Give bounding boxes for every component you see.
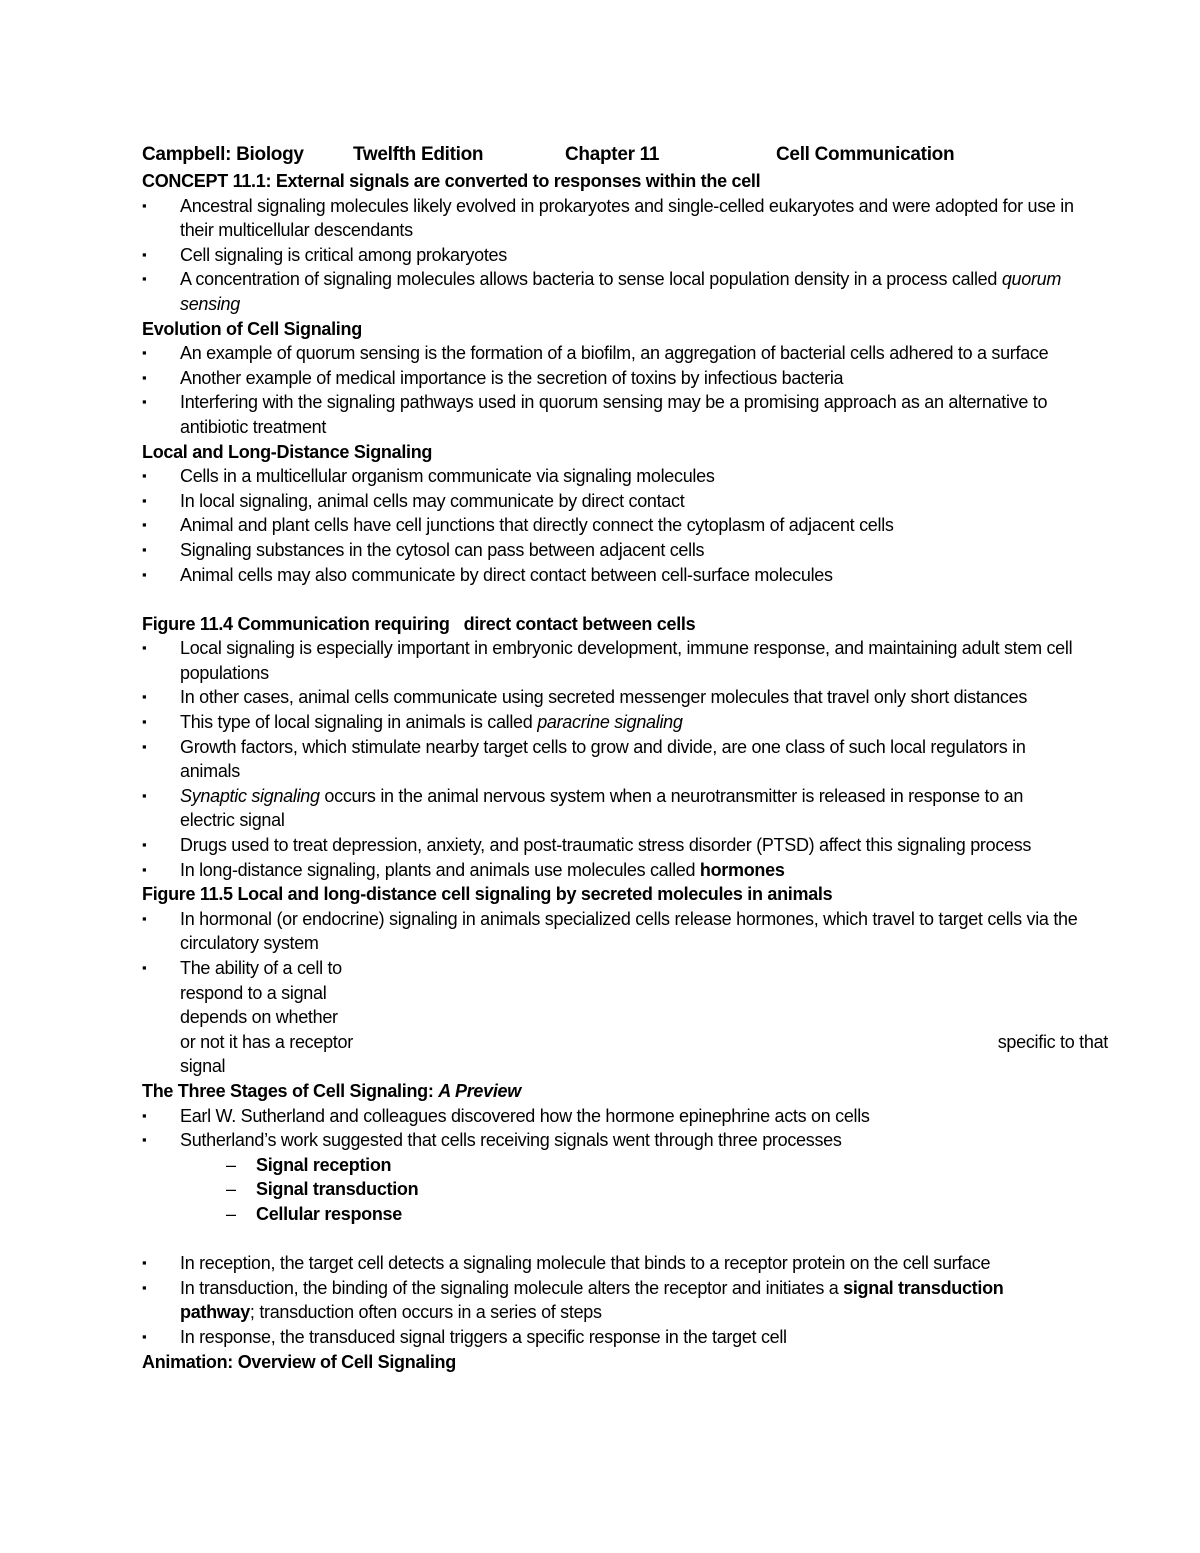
list-item: ▪ Sutherland’s work suggested that cells receiving signals went through three processes: [142, 1128, 1082, 1153]
list-item: ▪ Cells in a multicellular organism communicate via signaling molecules: [142, 464, 1082, 489]
section-heading-local: Local and Long-Distance Signaling: [142, 441, 433, 462]
section-heading-evolution: Evolution of Cell Signaling: [142, 318, 362, 339]
list-item: ▪ Animal and plant cells have cell junctions that directly connect the cytoplasm of adjacent cells: [142, 513, 1082, 538]
list-item: ▪ In reception, the target cell detects a signaling molecule that binds to a receptor protein on the cell surface: [142, 1251, 1082, 1276]
edition-label: Twelfth Edition: [353, 144, 484, 165]
blank-line: [142, 587, 1082, 612]
list-item: – Signal reception: [142, 1153, 1082, 1178]
bullet-text: or not it has a receptor: [180, 1031, 353, 1052]
heading-italic: A Preview: [438, 1080, 521, 1101]
bullet-text: A concentration of signaling molecules allows bacteria to sense local population density in a process called: [180, 269, 1002, 290]
concept-heading: CONCEPT 11.1: External signals are converted to responses within the cell: [142, 171, 761, 191]
stages-steps-list: [142, 1153, 1082, 1227]
list-item: ▪ Animal cells may also communicate by direct contact between cell-surface molecules: [142, 563, 1082, 588]
figure-11-5-heading: Figure 11.5 Local and long-distance cell signaling by secreted molecules in animals: [142, 884, 833, 905]
blank-line: [142, 1227, 1082, 1252]
list-item: [142, 267, 1082, 316]
animation-heading: Animation: Overview of Cell Signaling: [142, 1351, 456, 1372]
list-item: [142, 956, 1108, 1079]
bullet-text: This type of local signaling in animals is called: [180, 712, 538, 733]
list-item: ▪ An example of quorum sensing is the formation of a biofilm, an aggregation of bacterial cells adhered to a surface: [142, 341, 1082, 366]
figure-11-4-heading: Figure 11.4 Communication requiring direct contact between cells: [142, 613, 696, 634]
bullet-line: respond to a signal: [180, 982, 327, 1003]
chapter-label: Chapter 11: [565, 144, 660, 165]
list-item: ▪ Earl W. Sutherland and colleagues discovered how the hormone epinephrine acts on cells: [142, 1104, 1082, 1129]
list-item: ▪ Ancestral signaling molecules likely evolved in prokaryotes and single-celled eukaryotes and were adopted for use in their multicellular descendants: [142, 194, 1082, 243]
list-item: ▪ Growth factors, which stimulate nearby target cells to grow and divide, are one class of such local regulators in animals: [142, 735, 1082, 784]
bold-term: signal transduction pathway: [180, 1277, 1004, 1323]
document-page: [142, 143, 1108, 1374]
list-item: ▪ In local signaling, animal cells may communicate by direct contact: [142, 489, 1082, 514]
list-item: [142, 710, 1082, 735]
italic-term: paracrine signaling: [537, 712, 683, 733]
figure-11-4-list: [142, 636, 1082, 882]
stages-list: [142, 1104, 1082, 1153]
heading-text: The Three Stages of Cell Signaling:: [142, 1080, 439, 1101]
bullet-line: signal: [180, 1056, 226, 1077]
document-title-row: [142, 143, 1082, 169]
list-item: [142, 784, 1082, 833]
topic-label: Cell Communication: [776, 144, 955, 165]
figure-11-5-list: [142, 907, 1108, 1079]
evolution-list: [142, 341, 1082, 439]
italic-term: Synaptic signaling: [180, 785, 320, 806]
bullet-text: ; transduction often occurs in a series of steps: [249, 1302, 602, 1323]
bullet-text: occurs in the animal nervous system when a neurotransmitter is released in response to an electric signal: [180, 785, 1024, 831]
section-heading-stages: [142, 1079, 1082, 1104]
list-item: [142, 858, 1082, 883]
intro-list: [142, 194, 1082, 317]
bold-term: hormones: [699, 859, 785, 880]
list-item: – Signal transduction: [142, 1177, 1082, 1202]
list-item: ▪ Local signaling is especially important in embryonic development, immune response, and maintaining adult stem cell populations: [142, 636, 1082, 685]
list-item: ▪ Signaling substances in the cytosol can pass between adjacent cells: [142, 538, 1082, 563]
bullet-line: [180, 1030, 1108, 1055]
list-item: [142, 1276, 1082, 1325]
bullet-text: In long-distance signaling, plants and animals use molecules called: [180, 859, 700, 880]
list-item: ▪ In response, the transduced signal triggers a specific response in the target cell: [142, 1325, 1082, 1350]
list-item: ▪ In hormonal (or endocrine) signaling in animals specialized cells release hormones, which travel to target cells via the circulatory system: [142, 907, 1082, 956]
list-item: ▪ In other cases, animal cells communicate using secreted messenger molecules that travel only short distances: [142, 685, 1082, 710]
list-item: ▪ Cell signaling is critical among prokaryotes: [142, 243, 1082, 268]
italic-term: quorum sensing: [180, 269, 1062, 314]
bullet-line: depends on whether: [180, 1007, 338, 1028]
list-item: ▪ Drugs used to treat depression, anxiety, and post-traumatic stress disorder (PTSD) affect this signaling process: [142, 833, 1082, 858]
stages-detail-list: [142, 1251, 1082, 1349]
bullet-line: ▪ The ability of a cell to: [180, 958, 342, 978]
bullet-text-right: specific to that: [997, 1031, 1108, 1052]
bullet-text: In transduction, the binding of the signaling molecule alters the receptor and initiates a: [180, 1277, 844, 1298]
list-item: ▪ Interfering with the signaling pathways used in quorum sensing may be a promising approach as an alternative to antibiotic treatment: [142, 390, 1082, 439]
list-item: ▪ Another example of medical importance is the secretion of toxins by infectious bacteria: [142, 366, 1082, 391]
book-title: Campbell: Biology: [142, 144, 304, 165]
list-item: – Cellular response: [142, 1202, 1082, 1227]
local-list: [142, 464, 1082, 587]
